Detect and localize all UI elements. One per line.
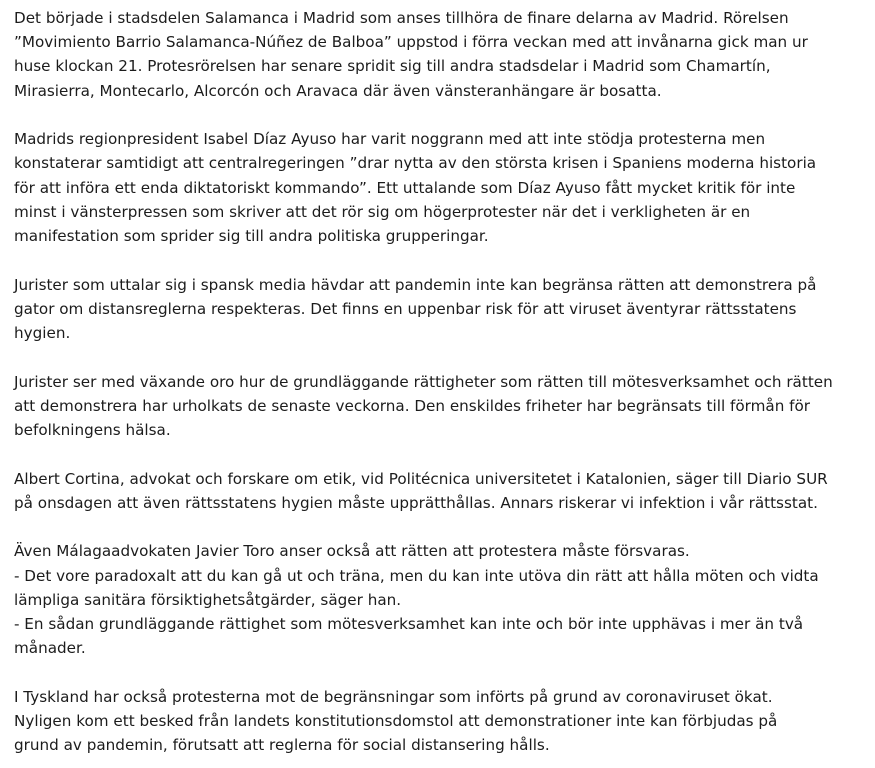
quote-line: - Det vore paradoxalt att du kan gå ut och träna, men du kan inte utöva din rätt att hålla möten och vidta xyxy=(14,566,819,585)
text-line: grund av pandemin, förutsatt att reglerna för social distansering hålls. xyxy=(14,736,550,755)
text-line: Albert Cortina, advokat och forskare om etik, vid Politécnica universitetet i Katalonien, säger till Diario SUR xyxy=(14,469,828,488)
paragraph-7 xyxy=(14,685,865,758)
text-line: Det började i stadsdelen Salamanca i Madrid som anses tillhöra de finare delarna av Madrid. Rörelsen xyxy=(14,9,789,27)
text-line: huse klockan 21. Protesrörelsen har senare spridit sig till andra stadsdelar i Madrid som Chamartín, xyxy=(14,57,771,76)
paragraph-5 xyxy=(14,467,865,515)
quote-line: lämpliga sanitära försiktighetsåtgärder, säger han. xyxy=(14,590,402,609)
quote-line: månader. xyxy=(14,639,86,658)
text-line: att demonstrera har urholkats de senaste veckorna. Den enskildes friheter har begränsats till förmån för xyxy=(14,396,811,415)
paragraph-4 xyxy=(14,370,865,443)
paragraph-1 xyxy=(14,6,865,103)
paragraph-3 xyxy=(14,273,865,346)
quote-line: - En sådan grundläggande rättighet som mötesverksamhet kan inte och bör inte upphävas i mer än två xyxy=(14,615,804,634)
paragraph-6 xyxy=(14,539,865,660)
text-line: för att införa ett enda diktatoriskt kommando”. Ett uttalande som Díaz Ayuso fått mycket kritik för inte xyxy=(14,178,796,197)
text-line: minst i vänsterpressen som skriver att det rör sig om högerprotester när det i verkligheten är en xyxy=(14,202,751,221)
text-line: Även Málagaadvokaten Javier Toro anser också att rätten att protestera måste försvaras. xyxy=(14,542,690,561)
text-line: ”Movimiento Barrio Salamanca-Núñez de Balboa” uppstod i förra veckan med att invånarna gick man ur xyxy=(14,33,808,52)
text-line: Jurister som uttalar sig i spansk media hävdar att pandemin inte kan begränsa rätten att demonstrera på xyxy=(14,275,817,294)
text-line: Madrids regionpresident Isabel Díaz Ayuso har varit noggrann med att inte stödja protesterna men xyxy=(14,130,766,149)
text-line: gator om distansreglerna respekteras. Det finns en uppenbar risk för att viruset äventyrar rättsstatens xyxy=(14,299,797,318)
text-line: Nyligen kom ett besked från landets konstitutionsdomstol att demonstrationer inte kan förbjudas på xyxy=(14,712,778,731)
text-line: konstaterar samtidigt att centralregeringen ”drar nytta av den största krisen i Spaniens moderna historia xyxy=(14,154,817,173)
text-line: I Tyskland har också protesterna mot de begränsningar som införts på grund av coronaviruset ökat. xyxy=(14,687,773,706)
text-line: Mirasierra, Montecarlo, Alcorcón och Aravaca där även vänsteranhängare är bosatta. xyxy=(14,81,662,100)
text-line: manifestation som sprider sig till andra politiska grupperingar. xyxy=(14,227,489,246)
text-line: på onsdagen att även rättsstatens hygien måste upprätthållas. Annars riskerar vi infektion i vår rättsstat. xyxy=(14,493,818,512)
text-line: Jurister ser med växande oro hur de grundläggande rättigheter som rätten till mötesverksamhet och rätten xyxy=(14,372,833,391)
text-line: befolkningens hälsa. xyxy=(14,421,171,440)
paragraph-2 xyxy=(14,127,865,248)
text-line: hygien. xyxy=(14,324,71,343)
